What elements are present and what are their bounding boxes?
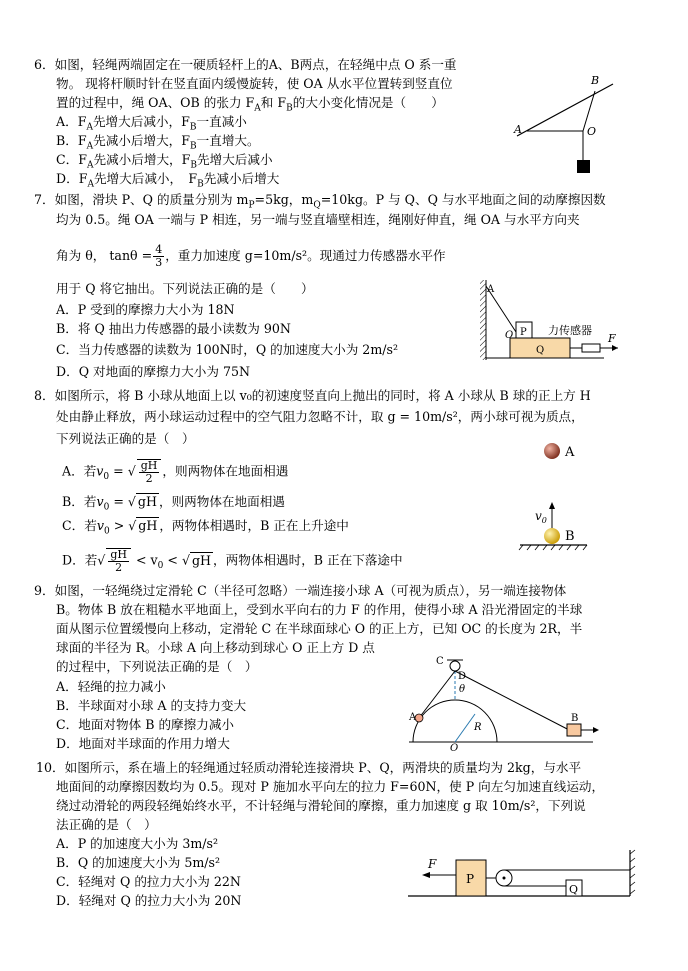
q10-label-q: Q [569,883,579,896]
q10-label-p: P [466,872,475,886]
q7-label-o: O [505,330,514,341]
q8-stem-line1: 8．如图所示，将 B 小球从地面上以 v₀的初速度竖直向上抛出的同时，将 A 小球从 B 球的正上方 H [34,388,591,403]
q9-stem-line2: B。物体 B 放在粗糙水平地面上，受到水平向右的力 F 的作用，使得小球 A 沿光滑固定的半球 [56,602,583,617]
q7-force-arrow [612,345,618,351]
q6-option-b: B．$F_A$先减小后增大，$F_B$一直增大。 [56,133,260,152]
q10-label-f: F [428,857,437,871]
q10-wall-hatch [630,850,635,894]
q8-option-c: C．若$v_0$ > √ gH ，两物体相遇时，B 正在上升途中 [62,518,349,537]
q9-block-b [567,724,581,736]
q8-option-a: A．若$v_0$ = √ $\frac{gH}{2}$ ，则两物体在地面相遇 [62,459,289,485]
q9-pulley-c [450,661,460,671]
q8-label-v0: $v_0$ [535,509,547,525]
q10-option-d: D．轻绳对 Q 的拉力大小为 20N [56,893,242,908]
q7-label-q: Q [536,345,545,356]
q9-force-arrow [593,727,599,733]
q9-stem-line5: 的过程中，下列说法正确的是（ ） [56,659,258,674]
q9-label-r: R [474,722,482,733]
q7-option-a: A．P 受到的摩擦力大小为 18N [56,302,235,317]
q9-figure [403,652,603,752]
q8-option-b: B．若$v_0$ = √ gH ，则两物体在地面相遇 [62,494,285,513]
q10-stem-line3: 绕过动滑轮的两段轻绳始终水平，不计轻绳与滑轮间的摩擦，重力加速度 g 取 10m/s²，下列说 [56,798,586,813]
q8-stem-line2: 处由静止释放，两小球运动过程中的空气阻力忽略不计，取 g = 10m/s²，两小球可视为质点， [56,409,584,424]
q9-label-theta: θ [459,684,466,695]
q8-stem-line3: 下列说法正确的是（ ） [56,431,195,446]
q7-label-f: F [608,332,616,345]
q6-option-d: D．$F_A$先增大后减小， $F_B$先减小后增大 [56,171,280,190]
q7-stem-line1: 7．如图，滑块 P、Q 的质量分别为 $m_P=5kg$，$m_Q=10kg$。P 与 Q、Q 与水平地面之间的动摩擦因数 [34,192,606,211]
q7-stem-line4: 用于 Q 将它抽出。下列说法正确的是（ ） [56,281,314,296]
q9-hemisphere [413,700,497,742]
q7-stem-line2: 均为 0.5。绳 OA 一端与 P 相连，另一端与竖直墙壁相连，绳刚好伸直，绳 OA 与水平方向夹 [56,212,580,227]
q8-label-a: A [565,445,575,460]
q6-rod [517,84,613,136]
q8-ground-hatch [519,545,587,550]
q9-stem-line1: 9．如图，一轻绳绕过定滑轮 C（半径可忽略）一端连接小球 A（可视为质点），另一端连接物体 [34,583,567,598]
q7-figure [472,280,622,362]
q6-figure [505,70,625,180]
q7-label-sensor: 力传感器 [548,324,592,337]
q10-force-arrow [422,872,430,878]
q10-figure [408,848,638,900]
q6-weight [577,160,590,173]
q7-option-c: C．当力传感器的读数为 100N时，Q 的加速度大小为 2m/s² [56,342,399,357]
q9-option-c: C．地面对物体 B 的摩擦力减小 [56,717,235,732]
q8-option-d: D．若√ $\frac{gH}{2}$ < $v_0$ < √ gH ，两物体相遇时，B 正在下落途中 [62,548,403,574]
q9-label-a: A [409,712,417,723]
q7-label-a: A [487,284,495,295]
q6-label-o: O [587,125,597,138]
q8-ball-b [544,528,560,544]
q8-option-a-radical: $\frac{gH}{2}$ [137,459,162,485]
q10-stem-line1: 10．如图所示，系在墙上的轻绳通过轻质动滑轮连接滑块 P、Q，两滑块的质量均为 2kg，与水平 [36,760,582,775]
q9-stem-line3: 面从图示位置缓慢向上移动，定滑轮 C 在半球面球心 O 的正上方，已知 OC 的长度为 2R，半 [56,621,583,636]
q9-option-a: A．轻绳的拉力减小 [56,679,166,694]
q7-label-p: P [520,327,527,338]
q8-option-d-radical: $\frac{gH}{2}$ [106,548,131,574]
q7-option-b: B．将 Q 抽出力传感器的最小读数为 90N [56,321,291,336]
q10-stem-line4: 法正确的是（ ） [56,817,157,832]
q6-option-c: C．$F_A$先减小后增大，$F_B$先增大后减小 [56,152,273,171]
q7-wall [480,280,486,360]
q9-label-o: O [450,743,459,752]
q9-label-c: C [436,656,444,667]
q6-label-a: A [514,123,522,136]
q8-ball-a [544,443,560,459]
q9-label-b: B [571,713,579,724]
q6-stem-line2: 物。 现将杆顺时针在竖直面内缓慢旋转，使 OA 从水平位置转到竖直位 [56,76,453,91]
q7-force-sensor [582,344,600,352]
q7-option-d: D．Q 对地面的摩擦力大小为 75N [56,364,251,379]
q6-stem-line3: 置的过程中，绳 OA、OB 的张力 $F_A$和 $F_B$的大小变化情况是（ ） [56,95,444,114]
q7-stem-line3: 角为 θ， tanθ = $\frac{4}{3}$ ，重力加速度 g=10m/s²。现通过力传感器水平作 [56,243,446,269]
q7-fraction: $\frac{4}{3}$ [155,243,163,269]
q9-option-d: D．地面对半球面的作用力增大 [56,736,230,751]
q8-figure [515,440,605,555]
q10-option-c: C．轻绳对 Q 的拉力大小为 22N [56,874,241,889]
q6-stem-line1: 6．如图，轻绳两端固定在一硬质轻杆上的A、B两点，在轻绳中点 O 系一重 [34,57,457,72]
q8-label-b: B [565,529,575,544]
q9-option-b: B．半球面对小球 A 的支持力变大 [56,698,247,713]
q9-label-d: D [458,671,467,682]
q6-label-b: B [591,74,600,87]
q10-option-b: B．Q 的加速度大小为 5m/s² [56,855,221,870]
q9-stem-line4: 球面的半径为 R。小球 A 向上移动到球心 O 正上方 D 点 [56,640,375,655]
q10-option-a: A．P 的加速度大小为 3m/s² [56,836,219,851]
q10-stem-line2: 地面间的动摩擦因数均为 0.5。现对 P 施加水平向左的拉力 F=60N，使 P 向左匀加速直线运动， [56,779,605,794]
q6-option-a: A．$F_A$先增大后减小，$F_B$一直减小 [56,114,247,133]
